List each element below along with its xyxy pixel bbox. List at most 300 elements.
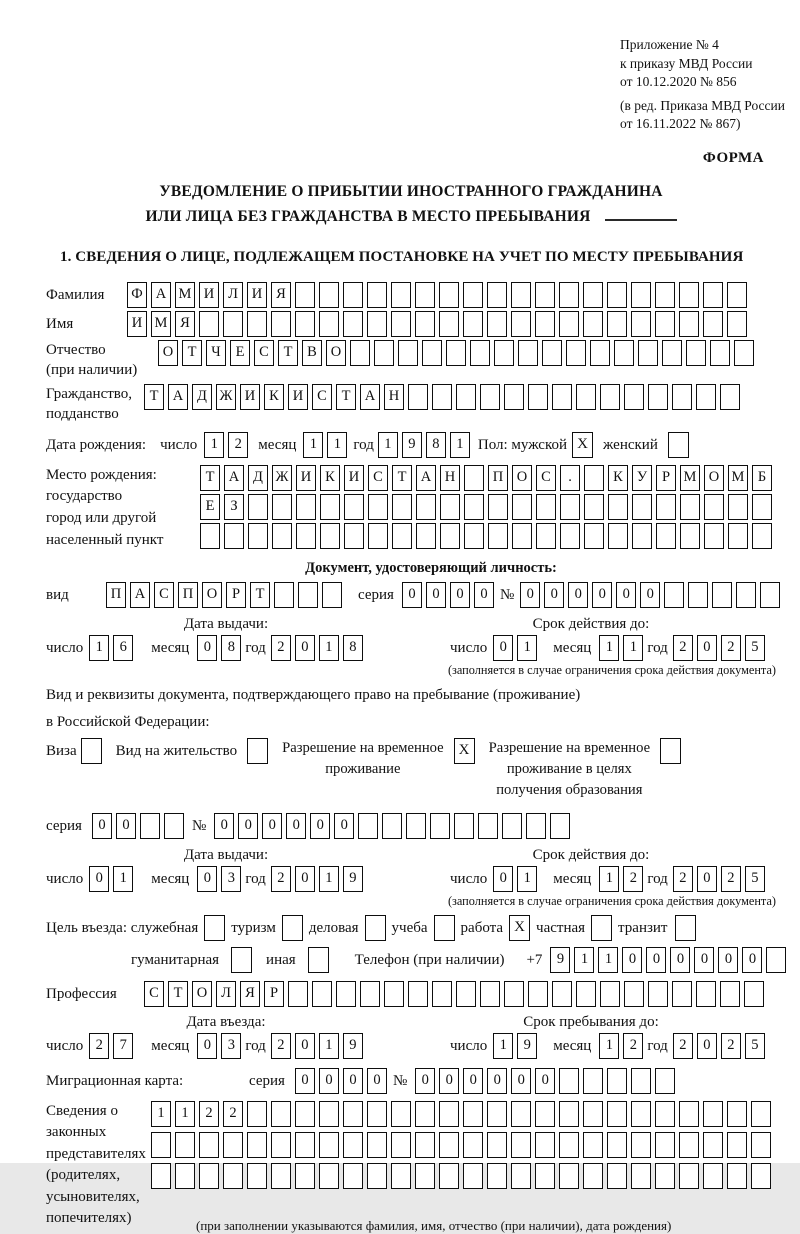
profession-cells[interactable]: [144, 981, 768, 1007]
form-cell[interactable]: [392, 494, 412, 520]
form-cell[interactable]: [367, 311, 387, 337]
form-cell[interactable]: [559, 1068, 579, 1094]
form-cell[interactable]: 0: [426, 582, 446, 608]
form-cell[interactable]: [247, 1163, 267, 1189]
form-cell[interactable]: 0: [295, 635, 315, 661]
form-cell[interactable]: В: [302, 340, 322, 366]
form-cell[interactable]: 8: [343, 635, 363, 661]
form-cell[interactable]: [367, 1132, 387, 1158]
form-cell[interactable]: 0: [493, 866, 513, 892]
doc-number-cells[interactable]: [520, 582, 784, 608]
form-cell[interactable]: [686, 340, 706, 366]
form-cell[interactable]: [704, 523, 724, 549]
entry-month-cells[interactable]: [197, 1033, 245, 1059]
form-cell[interactable]: 1: [303, 432, 323, 458]
form-cell[interactable]: [536, 523, 556, 549]
form-cell[interactable]: [511, 1132, 531, 1158]
purpose-work-checkbox[interactable]: X: [509, 915, 530, 941]
form-cell[interactable]: 0: [295, 1068, 315, 1094]
form-cell[interactable]: 0: [197, 1033, 217, 1059]
form-cell[interactable]: [656, 523, 676, 549]
form-cell[interactable]: [518, 340, 538, 366]
form-cell[interactable]: [511, 1101, 531, 1127]
form-cell[interactable]: К: [320, 465, 340, 491]
form-cell[interactable]: [391, 1132, 411, 1158]
form-cell[interactable]: [703, 1132, 723, 1158]
form-cell[interactable]: [752, 494, 772, 520]
form-cell[interactable]: [576, 384, 596, 410]
form-cell[interactable]: [343, 1163, 363, 1189]
form-cell[interactable]: Д: [248, 465, 268, 491]
form-cell[interactable]: [624, 384, 644, 410]
form-cell[interactable]: [247, 1101, 267, 1127]
form-cell[interactable]: [751, 1101, 771, 1127]
form-cell[interactable]: 0: [295, 866, 315, 892]
form-cell[interactable]: [392, 523, 412, 549]
form-cell[interactable]: [542, 340, 562, 366]
doc-valid-year-cells[interactable]: [673, 635, 769, 661]
edu-permit-checkbox[interactable]: [660, 738, 681, 764]
form-cell[interactable]: [391, 311, 411, 337]
form-cell[interactable]: Р: [656, 465, 676, 491]
form-cell[interactable]: [456, 981, 476, 1007]
form-cell[interactable]: И: [199, 282, 219, 308]
form-cell[interactable]: 1: [517, 866, 537, 892]
form-cell[interactable]: [463, 1132, 483, 1158]
form-cell[interactable]: 0: [214, 813, 234, 839]
form-cell[interactable]: [528, 384, 548, 410]
form-cell[interactable]: 0: [697, 866, 717, 892]
form-cell[interactable]: [478, 813, 498, 839]
stay-issue-month-cells[interactable]: [197, 866, 245, 892]
form-cell[interactable]: [296, 494, 316, 520]
form-cell[interactable]: [632, 494, 652, 520]
form-cell[interactable]: [710, 340, 730, 366]
form-cell[interactable]: [223, 1132, 243, 1158]
purpose-humanitarian-checkbox[interactable]: [231, 947, 252, 973]
form-cell[interactable]: Р: [226, 582, 246, 608]
form-cell[interactable]: 1: [319, 635, 339, 661]
patronymic-cells[interactable]: [158, 340, 758, 366]
form-cell[interactable]: [552, 981, 572, 1007]
form-cell[interactable]: А: [224, 465, 244, 491]
doc-valid-month-cells[interactable]: [599, 635, 647, 661]
form-cell[interactable]: [584, 465, 604, 491]
form-cell[interactable]: [566, 340, 586, 366]
form-cell[interactable]: 0: [742, 947, 762, 973]
form-cell[interactable]: [728, 494, 748, 520]
form-cell[interactable]: [679, 282, 699, 308]
form-cell[interactable]: [535, 1101, 555, 1127]
visa-checkbox[interactable]: [81, 738, 102, 764]
form-cell[interactable]: [511, 1163, 531, 1189]
form-cell[interactable]: [199, 1132, 219, 1158]
birthplace-row1-cells[interactable]: [200, 465, 776, 491]
form-cell[interactable]: С: [154, 582, 174, 608]
form-cell[interactable]: [704, 494, 724, 520]
form-cell[interactable]: О: [202, 582, 222, 608]
form-cell[interactable]: [320, 523, 340, 549]
form-cell[interactable]: [631, 1163, 651, 1189]
form-cell[interactable]: 5: [745, 1033, 765, 1059]
stay-until-year-cells[interactable]: [673, 1033, 769, 1059]
form-cell[interactable]: Т: [182, 340, 202, 366]
form-cell[interactable]: Н: [440, 465, 460, 491]
form-cell[interactable]: [752, 523, 772, 549]
form-cell[interactable]: [703, 282, 723, 308]
form-cell[interactable]: [662, 340, 682, 366]
form-cell[interactable]: [319, 1101, 339, 1127]
form-cell[interactable]: 2: [89, 1033, 109, 1059]
form-cell[interactable]: [727, 1163, 747, 1189]
form-cell[interactable]: [464, 494, 484, 520]
form-cell[interactable]: [432, 981, 452, 1007]
form-cell[interactable]: [511, 311, 531, 337]
form-cell[interactable]: 0: [718, 947, 738, 973]
purpose-other-checkbox[interactable]: [308, 947, 329, 973]
form-cell[interactable]: [319, 1163, 339, 1189]
form-cell[interactable]: [343, 1101, 363, 1127]
form-cell[interactable]: [648, 981, 668, 1007]
form-cell[interactable]: 9: [343, 1033, 363, 1059]
form-cell[interactable]: [736, 582, 756, 608]
form-cell[interactable]: [672, 981, 692, 1007]
doc-type-cells[interactable]: [106, 582, 346, 608]
purpose-official-checkbox[interactable]: [204, 915, 225, 941]
form-cell[interactable]: [559, 311, 579, 337]
form-cell[interactable]: [608, 494, 628, 520]
form-cell[interactable]: [624, 981, 644, 1007]
form-cell[interactable]: [223, 1163, 243, 1189]
form-cell[interactable]: [367, 1101, 387, 1127]
form-cell[interactable]: [350, 340, 370, 366]
form-cell[interactable]: [415, 1101, 435, 1127]
form-cell[interactable]: 5: [745, 866, 765, 892]
form-cell[interactable]: [607, 1068, 627, 1094]
purpose-tourism-checkbox[interactable]: [282, 915, 303, 941]
form-cell[interactable]: [199, 1163, 219, 1189]
form-cell[interactable]: 9: [343, 866, 363, 892]
form-cell[interactable]: [607, 1132, 627, 1158]
form-cell[interactable]: 0: [343, 1068, 363, 1094]
form-cell[interactable]: [439, 1163, 459, 1189]
form-cell[interactable]: [391, 1163, 411, 1189]
form-cell[interactable]: С: [254, 340, 274, 366]
form-cell[interactable]: 2: [721, 1033, 741, 1059]
form-cell[interactable]: [528, 981, 548, 1007]
form-cell[interactable]: Ф: [127, 282, 147, 308]
form-cell[interactable]: [487, 311, 507, 337]
purpose-private-checkbox[interactable]: [591, 915, 612, 941]
form-cell[interactable]: [247, 311, 267, 337]
form-cell[interactable]: [344, 523, 364, 549]
form-cell[interactable]: [655, 1101, 675, 1127]
stay-valid-day-cells[interactable]: [493, 866, 541, 892]
form-cell[interactable]: [703, 1101, 723, 1127]
form-cell[interactable]: [454, 813, 474, 839]
form-cell[interactable]: [550, 813, 570, 839]
form-cell[interactable]: [680, 494, 700, 520]
form-cell[interactable]: [535, 1132, 555, 1158]
form-cell[interactable]: Т: [200, 465, 220, 491]
doc-issue-year-cells[interactable]: [271, 635, 367, 661]
form-cell[interactable]: [470, 340, 490, 366]
form-cell[interactable]: 0: [697, 1033, 717, 1059]
form-cell[interactable]: А: [151, 282, 171, 308]
purpose-business-checkbox[interactable]: [365, 915, 386, 941]
form-cell[interactable]: [720, 384, 740, 410]
form-cell[interactable]: 1: [327, 432, 347, 458]
form-cell[interactable]: Т: [392, 465, 412, 491]
form-cell[interactable]: [679, 1101, 699, 1127]
form-cell[interactable]: [631, 1101, 651, 1127]
form-cell[interactable]: 9: [517, 1033, 537, 1059]
form-cell[interactable]: [512, 523, 532, 549]
representatives-row1-cells[interactable]: [151, 1101, 775, 1127]
form-cell[interactable]: [408, 384, 428, 410]
form-cell[interactable]: [512, 494, 532, 520]
form-cell[interactable]: 1: [599, 635, 619, 661]
form-cell[interactable]: [526, 813, 546, 839]
form-cell[interactable]: [360, 981, 380, 1007]
form-cell[interactable]: 1: [204, 432, 224, 458]
form-cell[interactable]: 0: [92, 813, 112, 839]
form-cell[interactable]: 2: [721, 866, 741, 892]
form-cell[interactable]: [559, 282, 579, 308]
form-cell[interactable]: Л: [223, 282, 243, 308]
form-cell[interactable]: [583, 1101, 603, 1127]
form-cell[interactable]: П: [178, 582, 198, 608]
form-cell[interactable]: Т: [168, 981, 188, 1007]
form-cell[interactable]: [398, 340, 418, 366]
form-cell[interactable]: [288, 981, 308, 1007]
form-cell[interactable]: 5: [745, 635, 765, 661]
form-cell[interactable]: 0: [520, 582, 540, 608]
form-cell[interactable]: 6: [113, 635, 133, 661]
form-cell[interactable]: 1: [175, 1101, 195, 1127]
form-cell[interactable]: [487, 1132, 507, 1158]
form-cell[interactable]: [487, 1101, 507, 1127]
form-cell[interactable]: [487, 1163, 507, 1189]
form-cell[interactable]: Н: [384, 384, 404, 410]
form-cell[interactable]: [164, 813, 184, 839]
form-cell[interactable]: 0: [487, 1068, 507, 1094]
form-cell[interactable]: 2: [199, 1101, 219, 1127]
form-cell[interactable]: И: [127, 311, 147, 337]
form-cell[interactable]: 0: [197, 635, 217, 661]
form-cell[interactable]: [272, 523, 292, 549]
temp-permit-checkbox[interactable]: X: [454, 738, 475, 764]
form-cell[interactable]: [343, 1132, 363, 1158]
form-cell[interactable]: [751, 1132, 771, 1158]
form-cell[interactable]: [583, 1132, 603, 1158]
form-cell[interactable]: [440, 494, 460, 520]
form-cell[interactable]: 2: [721, 635, 741, 661]
form-cell[interactable]: [151, 1163, 171, 1189]
surname-cells[interactable]: [127, 282, 751, 308]
form-cell[interactable]: [247, 1132, 267, 1158]
form-cell[interactable]: [679, 311, 699, 337]
form-cell[interactable]: [535, 311, 555, 337]
form-cell[interactable]: [583, 311, 603, 337]
form-cell[interactable]: [655, 311, 675, 337]
form-cell[interactable]: Ж: [272, 465, 292, 491]
form-cell[interactable]: 0: [295, 1033, 315, 1059]
form-cell[interactable]: [734, 340, 754, 366]
form-cell[interactable]: [140, 813, 160, 839]
form-cell[interactable]: Е: [200, 494, 220, 520]
form-cell[interactable]: 2: [271, 635, 291, 661]
migration-number-cells[interactable]: [415, 1068, 679, 1094]
form-cell[interactable]: И: [288, 384, 308, 410]
form-cell[interactable]: 1: [493, 1033, 513, 1059]
form-cell[interactable]: 0: [592, 582, 612, 608]
form-cell[interactable]: [614, 340, 634, 366]
form-cell[interactable]: [415, 1163, 435, 1189]
form-cell[interactable]: З: [224, 494, 244, 520]
form-cell[interactable]: С: [368, 465, 388, 491]
form-cell[interactable]: 1: [517, 635, 537, 661]
form-cell[interactable]: [374, 340, 394, 366]
form-cell[interactable]: [439, 311, 459, 337]
form-cell[interactable]: Я: [271, 282, 291, 308]
form-cell[interactable]: [494, 340, 514, 366]
form-cell[interactable]: И: [247, 282, 267, 308]
form-cell[interactable]: 1: [319, 866, 339, 892]
form-cell[interactable]: 0: [463, 1068, 483, 1094]
form-cell[interactable]: [727, 1132, 747, 1158]
residence-checkbox[interactable]: [247, 738, 268, 764]
form-cell[interactable]: 1: [89, 635, 109, 661]
form-cell[interactable]: [367, 282, 387, 308]
form-cell[interactable]: 0: [568, 582, 588, 608]
form-cell[interactable]: [655, 1068, 675, 1094]
form-cell[interactable]: [319, 1132, 339, 1158]
stay-issue-year-cells[interactable]: [271, 866, 367, 892]
form-cell[interactable]: [638, 340, 658, 366]
form-cell[interactable]: [502, 813, 522, 839]
form-cell[interactable]: [679, 1132, 699, 1158]
entry-day-cells[interactable]: [89, 1033, 137, 1059]
form-cell[interactable]: [504, 981, 524, 1007]
name-cells[interactable]: [127, 311, 751, 337]
form-cell[interactable]: 0: [694, 947, 714, 973]
form-cell[interactable]: А: [360, 384, 380, 410]
form-cell[interactable]: [416, 494, 436, 520]
form-cell[interactable]: 0: [319, 1068, 339, 1094]
form-cell[interactable]: [439, 1132, 459, 1158]
form-cell[interactable]: [343, 311, 363, 337]
purpose-transit-checkbox[interactable]: [675, 915, 696, 941]
form-cell[interactable]: К: [608, 465, 628, 491]
doc-seria-cells[interactable]: [402, 582, 498, 608]
form-cell[interactable]: 0: [116, 813, 136, 839]
purpose-study-checkbox[interactable]: [434, 915, 455, 941]
form-cell[interactable]: [703, 1163, 723, 1189]
form-cell[interactable]: [271, 1132, 291, 1158]
form-cell[interactable]: Я: [240, 981, 260, 1007]
form-cell[interactable]: [343, 282, 363, 308]
form-cell[interactable]: 0: [334, 813, 354, 839]
form-cell[interactable]: [607, 282, 627, 308]
birthplace-row2-cells[interactable]: [200, 494, 776, 520]
form-cell[interactable]: 2: [673, 866, 693, 892]
form-cell[interactable]: [199, 311, 219, 337]
form-cell[interactable]: 2: [223, 1101, 243, 1127]
representatives-row3-cells[interactable]: [151, 1163, 775, 1189]
form-cell[interactable]: [344, 494, 364, 520]
form-cell[interactable]: [463, 1163, 483, 1189]
form-cell[interactable]: 1: [450, 432, 470, 458]
form-cell[interactable]: К: [264, 384, 284, 410]
form-cell[interactable]: [248, 494, 268, 520]
form-cell[interactable]: [463, 282, 483, 308]
form-cell[interactable]: [175, 1132, 195, 1158]
form-cell[interactable]: 0: [511, 1068, 531, 1094]
form-cell[interactable]: [274, 582, 294, 608]
form-cell[interactable]: [607, 311, 627, 337]
form-cell[interactable]: И: [296, 465, 316, 491]
form-cell[interactable]: [559, 1101, 579, 1127]
form-cell[interactable]: [295, 311, 315, 337]
form-cell[interactable]: [511, 282, 531, 308]
form-cell[interactable]: 1: [574, 947, 594, 973]
form-cell[interactable]: 8: [426, 432, 446, 458]
form-cell[interactable]: [727, 311, 747, 337]
migration-seria-cells[interactable]: [295, 1068, 391, 1094]
form-cell[interactable]: [590, 340, 610, 366]
form-cell[interactable]: [298, 582, 318, 608]
form-cell[interactable]: О: [158, 340, 178, 366]
form-cell[interactable]: 0: [310, 813, 330, 839]
form-cell[interactable]: [415, 282, 435, 308]
form-cell[interactable]: 2: [623, 1033, 643, 1059]
form-cell[interactable]: М: [728, 465, 748, 491]
form-cell[interactable]: Л: [216, 981, 236, 1007]
citizenship-cells[interactable]: [144, 384, 744, 410]
form-cell[interactable]: [688, 582, 708, 608]
birthplace-row3-cells[interactable]: [200, 523, 776, 549]
form-cell[interactable]: 2: [673, 1033, 693, 1059]
doc-issue-month-cells[interactable]: [197, 635, 245, 661]
form-cell[interactable]: [463, 1101, 483, 1127]
form-cell[interactable]: 8: [221, 635, 241, 661]
form-cell[interactable]: [560, 494, 580, 520]
form-cell[interactable]: Т: [278, 340, 298, 366]
stay-until-month-cells[interactable]: [599, 1033, 647, 1059]
form-cell[interactable]: [655, 1163, 675, 1189]
form-cell[interactable]: Т: [336, 384, 356, 410]
form-cell[interactable]: [583, 1163, 603, 1189]
form-cell[interactable]: [336, 981, 356, 1007]
form-cell[interactable]: [680, 523, 700, 549]
form-cell[interactable]: 1: [378, 432, 398, 458]
doc-issue-day-cells[interactable]: [89, 635, 137, 661]
form-cell[interactable]: [703, 311, 723, 337]
form-cell[interactable]: Я: [175, 311, 195, 337]
form-cell[interactable]: [367, 1163, 387, 1189]
form-cell[interactable]: [664, 582, 684, 608]
form-cell[interactable]: [271, 311, 291, 337]
form-cell[interactable]: О: [512, 465, 532, 491]
form-cell[interactable]: [584, 494, 604, 520]
form-cell[interactable]: [384, 981, 404, 1007]
form-cell[interactable]: 1: [113, 866, 133, 892]
birth-year-cells[interactable]: [378, 432, 474, 458]
stay-valid-year-cells[interactable]: [673, 866, 769, 892]
form-cell[interactable]: 0: [544, 582, 564, 608]
form-cell[interactable]: [655, 282, 675, 308]
